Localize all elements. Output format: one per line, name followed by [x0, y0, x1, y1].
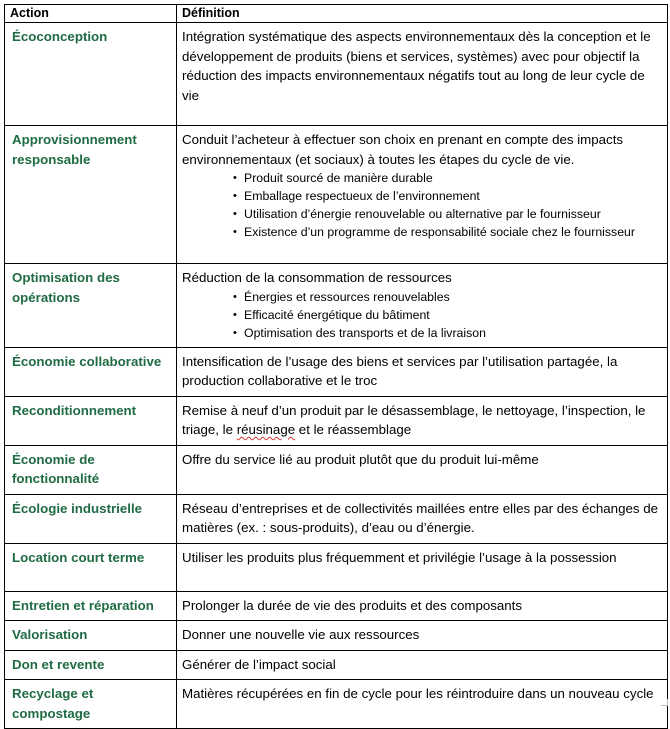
action-cell: Don et revente [5, 650, 177, 680]
table-row [5, 650, 668, 680]
definition-text: Conduit l’acheteur à effectuer son choix en prenant en compte des impacts environnementaux (et sociaux) à toutes les étapes du cycle de vie. [182, 132, 624, 167]
list-item-text: Produit sourcé de manière durable [244, 171, 433, 185]
bullet-icon: • [233, 308, 237, 321]
header-action: Action [5, 5, 177, 23]
definition-cell [177, 650, 668, 680]
list-item [233, 324, 663, 342]
table-row [5, 621, 668, 651]
list-item [233, 306, 663, 324]
table-body [5, 23, 668, 729]
definition-text: Prolonger la durée de vie des produits et des composants [182, 597, 523, 613]
definition-text: Réseau d’entreprises et de collectivités maillées entre elles par des échanges de matières (ex. : sous-produits), d’eau ou d’énergie. [182, 500, 659, 535]
table-row [5, 347, 668, 396]
definition-text: Intensification de l’usage des biens et services par l’utilisation partagée, la production collaborative et le troc [182, 353, 618, 388]
definition-cell [177, 126, 668, 264]
list-item [233, 187, 663, 205]
table-row [5, 264, 668, 348]
bullet-icon: • [233, 190, 237, 202]
table-row [5, 126, 668, 264]
definition-cell [177, 621, 668, 651]
bullet-icon: • [233, 326, 237, 339]
list-item-text: Existence d’un programme de responsabilité sociale chez le fournisseur [244, 225, 635, 239]
list-item [233, 169, 663, 187]
definition-text: Matières récupérées en fin de cycle pour les réintroduire dans un nouveau cycle [182, 686, 654, 701]
list-item-text: Utilisation d’énergie renouvelable ou alternative par le fournisseur [244, 207, 601, 221]
table-row [5, 396, 668, 445]
definition-text: Utiliser les produits plus fréquemment et privilégie l’usage à la possession [182, 549, 617, 565]
definition-cell [177, 396, 668, 445]
table-row [5, 494, 668, 543]
table-header [5, 5, 668, 23]
definition-cell [177, 264, 668, 348]
action-cell: Entretien et réparation [5, 591, 177, 621]
definition-cell [177, 445, 668, 494]
definition-cell [177, 494, 668, 543]
action-cell: Recyclage et compostage [5, 680, 177, 729]
bullet-icon: • [233, 172, 237, 184]
definition-cell [177, 543, 668, 591]
definition-text: Intégration systématique des aspects environnementaux dès la conception et le développement de produits (biens et services, systèmes) avec pour objectif la réduction des impacts environnementaux négatifs tout au long de leur cycle de vie [182, 29, 651, 103]
definition-text: Donner une nouvelle vie aux ressources [182, 627, 420, 642]
list-item-text: Efficacité énergétique du bâtiment [244, 307, 430, 322]
definition-text-start: Remise à neuf d’un produit par le désassemblage, le nettoyage, l’inspection, le triage, le [182, 402, 646, 437]
definition-text: Offre du service lié au produit plutôt que du produit lui-même [182, 451, 539, 467]
action-cell: Approvisionnement responsable [5, 126, 177, 264]
action-cell: Location court terme [5, 543, 177, 591]
action-cell: Valorisation [5, 621, 177, 651]
list-item [233, 223, 663, 241]
definition-cell [177, 23, 668, 126]
list-item-text: Optimisation des transports et de la livraison [244, 325, 486, 340]
table-row [5, 680, 668, 729]
list-item-text: Emballage respectueux de l’environnement [244, 189, 480, 203]
action-cell: Écoconception [5, 23, 177, 126]
list-item [233, 288, 663, 306]
definition-text-end: et le réassemblage [295, 422, 412, 437]
definition-text: Réduction de la consommation de ressources [182, 270, 452, 285]
definition-cell [177, 347, 668, 396]
definition-text [182, 401, 663, 440]
header-definition: Définition [177, 5, 668, 23]
list-item [233, 205, 663, 223]
bullet-icon: • [233, 290, 237, 303]
definition-text: Générer de l’impact social [182, 656, 336, 672]
bullet-icon: • [233, 226, 237, 238]
definition-cell [177, 680, 668, 729]
spellcheck-flagged-word[interactable]: réusinage [236, 422, 296, 437]
list-item-text: Énergies et ressources renouvelables [244, 289, 450, 304]
table-row [5, 543, 668, 591]
table-row [5, 23, 668, 126]
action-cell: Reconditionnement [5, 396, 177, 445]
table-resize-handle[interactable] [661, 699, 668, 706]
action-cell: Économie collaborative [5, 347, 177, 396]
header-row [5, 5, 668, 23]
action-cell: Optimisation des opérations [5, 264, 177, 348]
definition-cell [177, 591, 668, 621]
bullet-list [182, 169, 663, 241]
table-row [5, 445, 668, 494]
action-cell: Économie de fonctionnalité [5, 445, 177, 494]
bullet-icon: • [233, 208, 237, 220]
bullet-list [182, 288, 663, 342]
action-definition-table [4, 4, 668, 729]
action-cell: Écologie industrielle [5, 494, 177, 543]
table-row [5, 591, 668, 621]
